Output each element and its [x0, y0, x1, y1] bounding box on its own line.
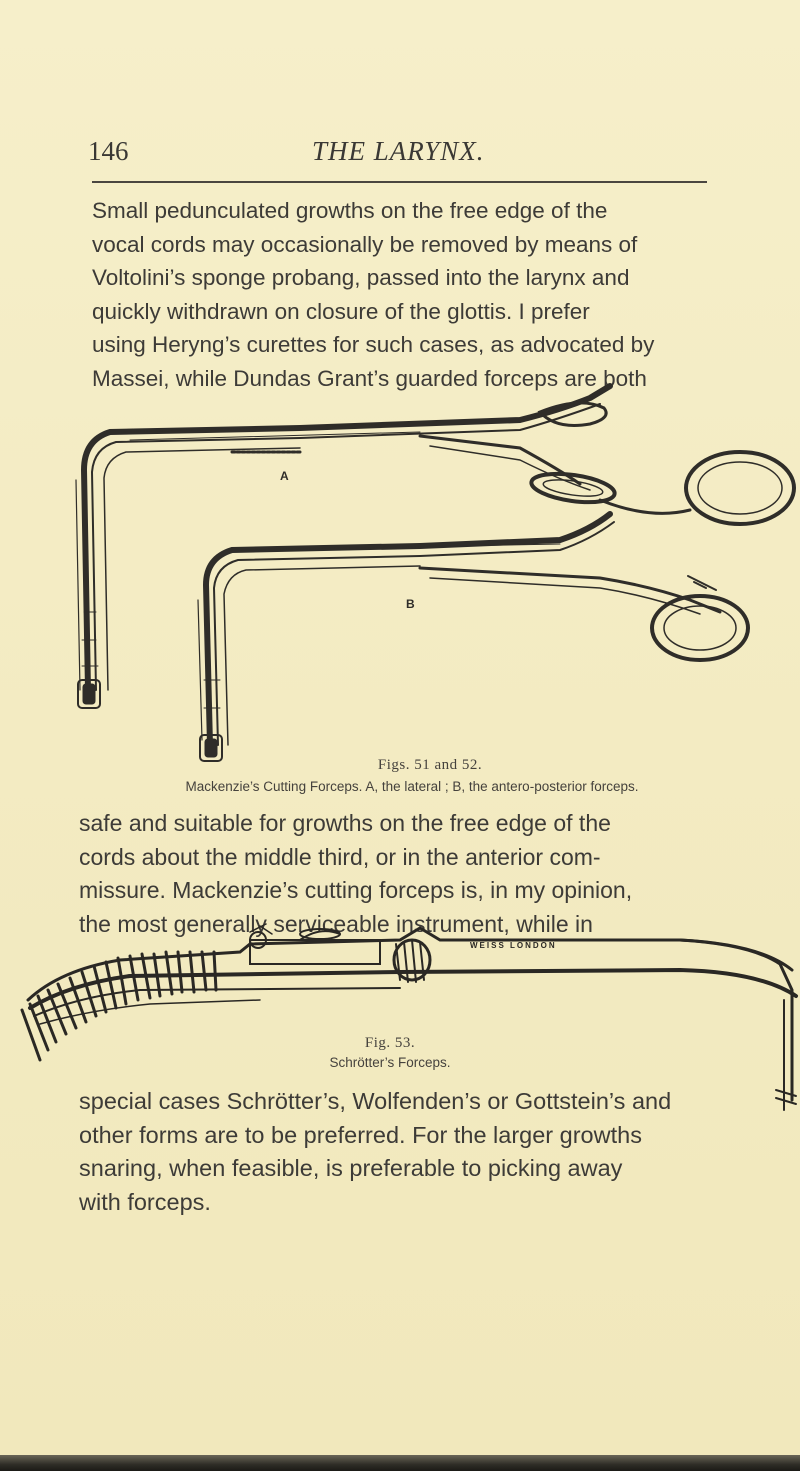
text-line: other forms are to be preferred. For the larger growths	[79, 1121, 642, 1148]
figure-53-caption-title: Fig. 53.	[364, 1035, 416, 1051]
figure-51-52-caption: Mackenzie’s Cutting Forceps. A, the lateral ; B, the antero-posterior forceps.	[185, 779, 639, 794]
text-line: special cases Schrötter’s, Wolfenden’s or Gottstein’s and	[79, 1088, 672, 1114]
figure-53-caption: Schrötter’s Forceps.	[329, 1055, 451, 1070]
paragraph-closing	[79, 1085, 671, 1219]
page-number: 146	[88, 136, 129, 166]
text-line: quickly withdrawn on closure of the glottis. I prefer	[92, 298, 590, 324]
page-bottom-edge	[0, 1455, 800, 1471]
label-b: B	[406, 597, 415, 611]
text-line: Small pedunculated growths on the free edge of the	[92, 198, 608, 223]
text-line: cords about the middle third, or in the anterior com-	[79, 843, 601, 870]
text-line: vocal cords may occasionally be removed by means of	[92, 231, 638, 257]
forceps-b-drawing	[198, 514, 748, 761]
text-line: Voltolini’s sponge probang, passed into the larynx and	[92, 265, 630, 290]
label-a: A	[280, 469, 289, 483]
figure-51-52-caption-title: Figs. 51 and 52.	[377, 757, 483, 773]
text-line: with forceps.	[79, 1188, 211, 1215]
engraving-text: WEISS LONDON	[470, 941, 557, 950]
text-line: missure. Mackenzie’s cutting forceps is, in my opinion,	[79, 877, 633, 903]
text-line: snaring, when feasible, is preferable to picking away	[79, 1155, 623, 1181]
running-title: THE LARYNX.	[312, 136, 485, 166]
text-line: using Heryng’s curettes for such cases, as advocated by	[92, 332, 655, 357]
text-line: the most generally serviceable instrument, while in	[79, 910, 593, 937]
text-line: Massei, while Dundas Grant’s guarded forceps are both	[92, 365, 647, 391]
text-line: safe and suitable for growths on the free edge of the	[79, 810, 611, 836]
